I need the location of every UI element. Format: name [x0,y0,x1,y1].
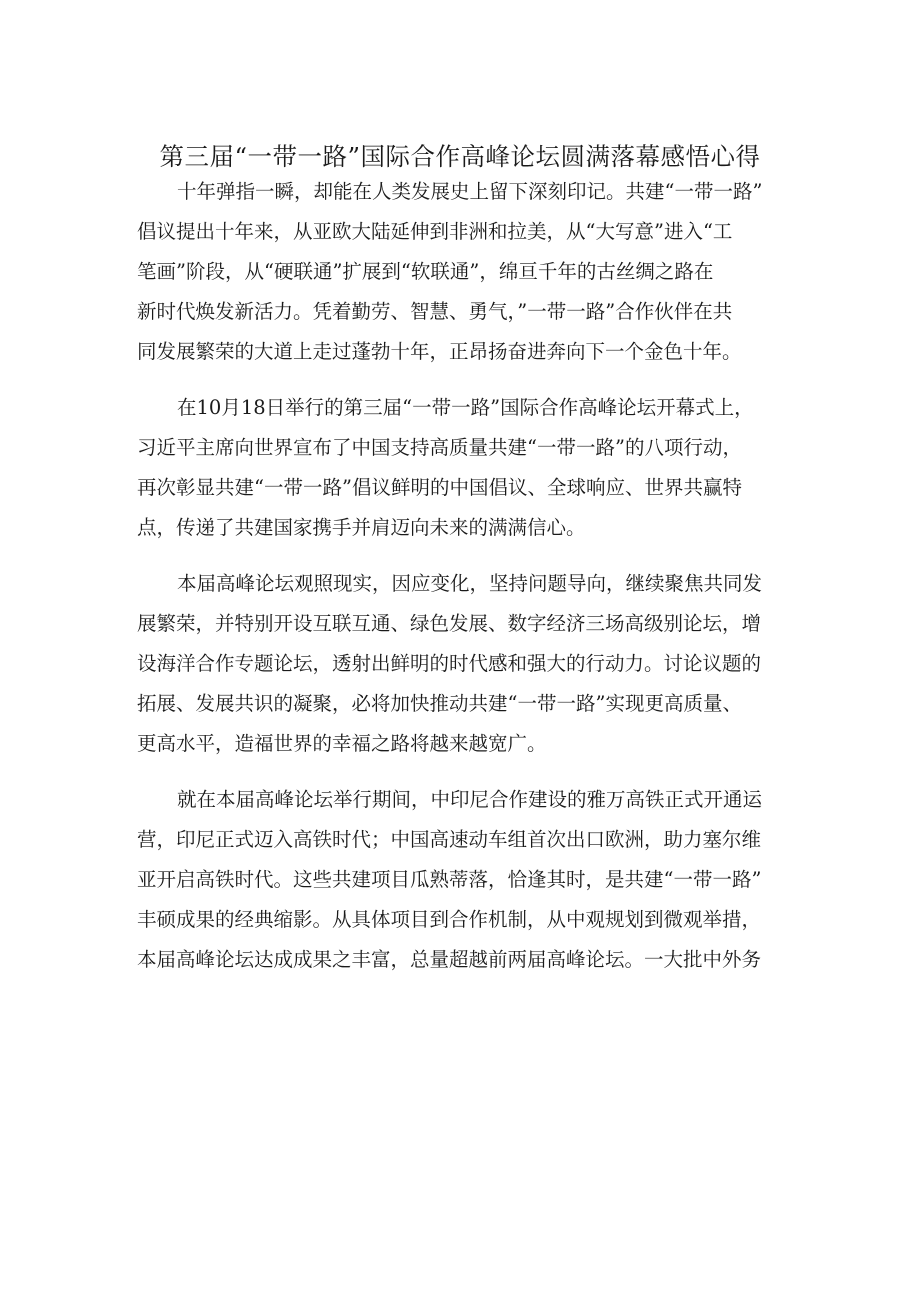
paragraph-line: 在10月18日举行的第三届“一带一路”国际合作高峰论坛开幕式上， [177,396,754,419]
paragraph-line: 营，印尼正式迈入高铁时代；中国高速动车组首次出口欧洲，助力塞尔维 [137,828,762,851]
paragraph-line: 点，传递了共建国家携手并肩迈向未来的满满信心。 [137,516,586,539]
paragraph-line: 新时代焕发新活力。凭着勤劳、智慧、勇气，”一带一路”合作伙伴在共 [137,300,733,323]
paragraph-line: 更高水平，造福世界的幸福之路将越来越宽广。 [137,732,547,755]
paragraph-line: 拓展、发展共识的凝聚，必将加快推动共建“一带一路”实现更高质量、 [137,692,742,715]
paragraph-2 [137,388,797,548]
paragraph-line: 再次彰显共建“一带一路”倡议鲜明的中国倡议、全球响应、世界共赢特 [137,476,742,499]
paragraph-line: 十年弹指一瞬，却能在人类发展史上留下深刻印记。共建“一带一路” [177,180,763,203]
paragraph-line: 倡议提出十年来，从亚欧大陆延伸到非洲和拉美，从“大写意”进入“工 [137,220,733,243]
paragraph-line: 本届高峰论坛观照现实，因应变化，坚持问题导向，继续聚焦共同发 [177,572,763,595]
paragraph-line: 丰硕成果的经典缩影。从具体项目到合作机制，从中观规划到微观举措， [137,908,762,931]
paragraph-4 [137,780,797,980]
paragraph-line: 笔画”阶段，从“硬联通”扩展到“软联通”，绵亘千年的古丝绸之路在 [137,260,714,283]
paragraph-line: 就在本届高峰论坛举行期间，中印尼合作建设的雅万高铁正式开通运 [177,788,763,811]
document-title: 第三届“一带一路”国际合作高峰论坛圆满落幕感悟心得 [159,142,761,171]
paragraph-line: 亚开启高铁时代。这些共建项目瓜熟蒂落，恰逢其时，是共建“一带一路” [137,868,762,891]
document-body [137,172,797,996]
paragraph-line: 设海洋合作专题论坛，透射出鲜明的时代感和强大的行动力。讨论议题的 [137,652,762,675]
paragraph-line: 同发展繁荣的大道上走过蓬勃十年，正昂扬奋进奔向下一个金色十年。 [137,340,742,363]
paragraph-line: 习近平主席向世界宣布了中国支持高质量共建“一带一路”的八项行动， [137,436,742,459]
paragraph-1 [137,172,797,372]
paragraph-line: 本届高峰论坛达成成果之丰富，总量超越前两届高峰论坛。一大批中外务 [137,948,762,971]
paragraph-line: 展繁荣，并特别开设互联互通、绿色发展、数字经济三场高级别论坛，增 [137,612,762,635]
paragraph-3 [137,564,797,764]
